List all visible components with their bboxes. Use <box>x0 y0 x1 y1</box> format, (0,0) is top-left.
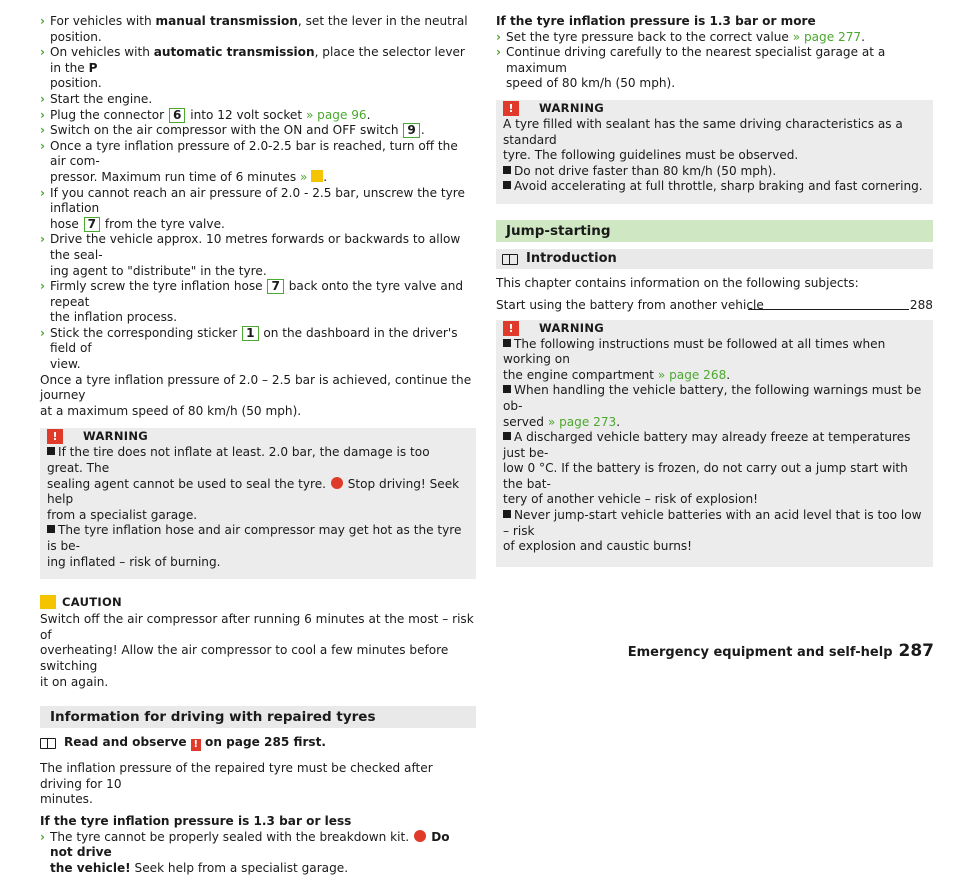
paragraph: Once a tyre inflation pressure of 2.0 – 2.5 bar is achieved, continue the journey at a maximum speed of 80 km/h (50 mph). <box>40 372 472 418</box>
list-item: › The tyre cannot be properly sealed with the breakdown kit. Do not drive the vehicle! Seek help from a specialist garage. <box>40 829 450 875</box>
figure-ref: 9 <box>403 123 419 138</box>
arrow-icon: › <box>40 107 45 122</box>
page-link[interactable]: » page 96 <box>305 107 367 122</box>
section-title: Information for driving with repaired tyres <box>40 706 476 728</box>
bullet-square <box>503 339 511 347</box>
bullet-square <box>503 510 511 518</box>
paragraph: The inflation pressure of the repaired tyre must be checked after driving for 10 minutes. <box>40 761 433 807</box>
page-number: 287 <box>898 641 934 661</box>
caution-icon <box>40 595 56 609</box>
list-item: › Firmly screw the tyre inflation hose 7 back onto the tyre valve and repeat the inflation process. <box>40 279 464 325</box>
toc-entry[interactable]: Start using the battery from another vehicle 288 <box>496 297 933 312</box>
page-link[interactable]: » page 277 <box>792 29 862 44</box>
arrow-icon: › <box>40 829 45 844</box>
caution-link[interactable]: » <box>299 169 312 184</box>
bullet-square <box>47 447 55 455</box>
subheading: If the tyre inflation pressure is 1.3 bar or more <box>496 14 816 28</box>
list-item: › On vehicles with automatic transmission, place the selector lever in the P position. <box>40 45 465 91</box>
arrow-icon: › <box>40 325 45 340</box>
arrow-icon: › <box>40 138 45 153</box>
caution-icon <box>311 170 323 182</box>
arrow-icon: › <box>496 29 501 44</box>
arrow-icon: › <box>40 123 45 138</box>
warning-box: ! WARNING If the tire does not inflate at least. 2.0 bar, the damage is too great. The sealing agent cannot be used to seal the tyre. Stop driving! Seek help from a specialist garage. The tyre inflation hose and air compressor may get hot as the tyre is be- ing inflated – risk of burning. <box>40 428 476 579</box>
arrow-icon: › <box>40 91 45 106</box>
warning-icon: ! <box>191 739 201 751</box>
bullet-square <box>503 432 511 440</box>
warning-box: ! WARNING The following instructions must be followed at all times when working on the engine compartment » page 268. When handling the vehicle battery, the following warnings must be ob- served » page 273. A discharged vehicle battery may already freeze at temperatures just be- low 0 °C. If the battery is frozen, do not carry out a jump start with the bat- tery of another vehicle – risk of explosion! Never jump-start vehicle batteries with an acid level that is too low – risk of explosion and caustic burns! <box>496 320 933 567</box>
arrow-icon: › <box>40 279 45 294</box>
warning-icon: ! <box>47 429 63 444</box>
list-item: › Plug the connector 6 into 12 volt socket » page 96. <box>40 107 371 122</box>
list-item: › Drive the vehicle approx. 10 metres forwards or backwards to allow the seal- ing agent to "distribute" in the tyre. <box>40 232 461 278</box>
list-item: › Stick the corresponding sticker 1 on the dashboard in the driver's field of view. <box>40 325 458 372</box>
bullet-square <box>503 166 511 174</box>
subheading: If the tyre inflation pressure is 1.3 bar or less <box>40 813 352 828</box>
arrow-icon: › <box>40 185 45 200</box>
bullet-square <box>503 385 511 393</box>
right-column <box>496 14 933 567</box>
stop-icon <box>414 830 426 842</box>
list-item: › Start the engine. <box>40 91 153 106</box>
warning-icon: ! <box>503 101 519 116</box>
page-link[interactable]: » page 268 <box>657 367 727 382</box>
page-footer <box>627 641 934 661</box>
caution-header: CAUTION <box>40 594 476 612</box>
caution-text: Switch off the air compressor after running 6 minutes at the most – risk of overheating! Allow the air compressor to cool a few minutes before switching it on again. <box>40 612 474 689</box>
bullet-square <box>47 525 55 533</box>
figure-ref: 1 <box>242 326 258 341</box>
warning-icon: ! <box>503 321 519 336</box>
book-icon <box>40 738 56 749</box>
read-observe-line: Read and observe ! on page 285 first. <box>40 735 476 751</box>
list-item: › Switch on the air compressor with the ON and OFF switch 9 . <box>40 123 425 138</box>
list-item: › Set the tyre pressure back to the correct value » page 277. <box>496 29 865 44</box>
bullet-square <box>503 181 511 189</box>
figure-ref: 7 <box>267 279 283 294</box>
book-icon <box>502 254 518 265</box>
list-item: › Once a tyre inflation pressure of 2.0-2.5 bar is reached, turn off the air com- pressor. Maximum run time of 6 minutes » . <box>40 138 458 184</box>
stop-icon <box>331 477 343 489</box>
left-column <box>40 14 476 876</box>
arrow-icon: › <box>40 14 45 28</box>
arrow-icon: › <box>40 232 45 247</box>
list-item: › If you cannot reach an air pressure of 2.0 - 2.5 bar, unscrew the tyre inflation hose 7 from the tyre valve. <box>40 185 465 231</box>
footer-label: Emergency equipment and self-help <box>627 645 893 660</box>
arrow-icon: › <box>496 45 501 60</box>
arrow-icon: › <box>40 45 45 60</box>
intro-text: This chapter contains information on the following subjects: <box>496 275 859 290</box>
toc-leader <box>748 309 909 310</box>
list-item: › Continue driving carefully to the nearest specialist garage at a maximum speed of 80 km/h (50 mph). <box>496 45 886 91</box>
figure-ref: 7 <box>84 217 100 232</box>
list-item: › For vehicles with manual transmission, set the lever in the neutral position. <box>40 14 468 44</box>
warning-box: ! WARNING A tyre filled with sealant has the same driving characteristics as a standard tyre. The following guidelines must be observed. Do not drive faster than 80 km/h (50 mph). Avoid accelerating at full throttle, sharp braking and fast cornering. <box>496 100 933 204</box>
intro-header: Introduction <box>496 249 933 269</box>
page-link[interactable]: » page 273 <box>547 414 617 429</box>
section-title: Jump-starting <box>496 220 933 242</box>
figure-ref: 6 <box>169 108 185 123</box>
